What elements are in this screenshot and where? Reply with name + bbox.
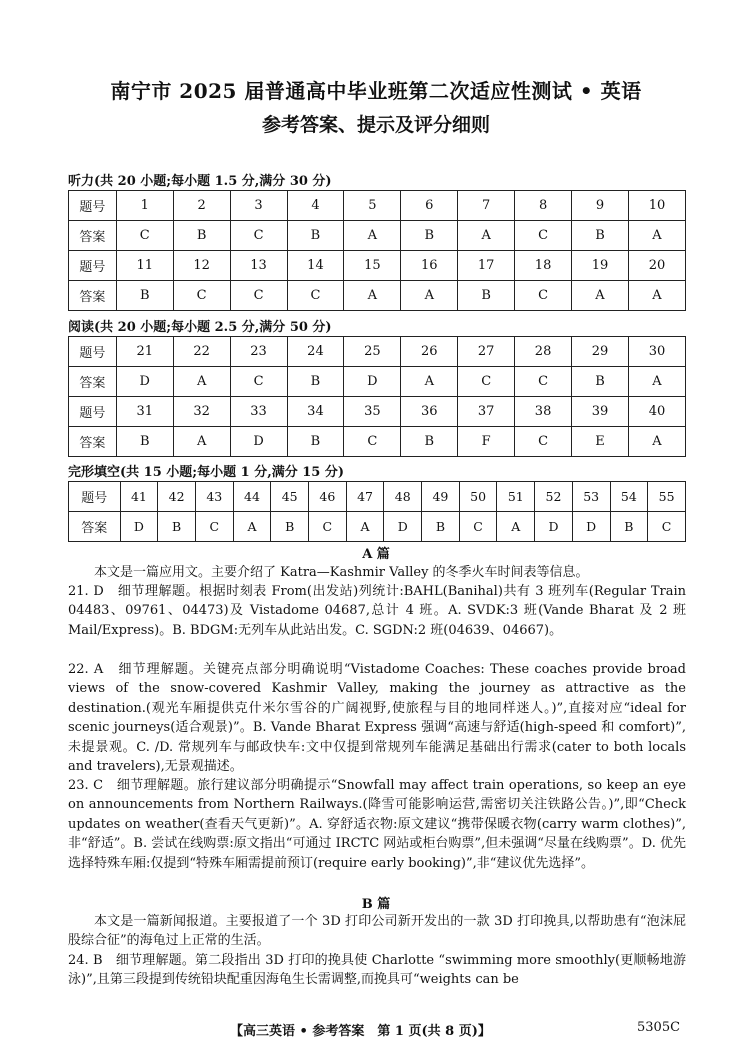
answer-cell: 22 — [173, 337, 230, 367]
answer-cell: A — [458, 221, 515, 251]
listening-row — [69, 191, 686, 221]
answer-cell: B — [287, 367, 344, 397]
answer-cell: D — [116, 367, 173, 397]
answer-cell: 28 — [515, 337, 572, 367]
answer-cell: 41 — [120, 482, 158, 512]
answer-cell: A — [344, 281, 401, 311]
answer-cell: 44 — [233, 482, 271, 512]
answer-cell: 45 — [271, 482, 309, 512]
answer-cell: A — [346, 512, 384, 542]
answer-cell: A — [233, 512, 271, 542]
answer-cell: B — [401, 427, 458, 457]
answer-cell: C — [515, 367, 572, 397]
answer-cell: 15 — [344, 251, 401, 281]
answer-cell: 32 — [173, 397, 230, 427]
answer-cell: C — [195, 512, 233, 542]
answer-cell: 18 — [515, 251, 572, 281]
reading-label: 阅读(共 20 小题;每小题 2.5 分,满分 50 分) — [68, 320, 332, 335]
reading-row — [69, 367, 686, 397]
section-b-title: B 篇 — [361, 897, 391, 912]
row-header-cell: 题号 — [69, 337, 117, 367]
answer-cell: 38 — [515, 397, 572, 427]
reading-row — [69, 397, 686, 427]
page-title: 南宁市 2025 届普通高中毕业班第二次适应性测试 • 英语 — [110, 79, 642, 103]
answer-cell: D — [535, 512, 573, 542]
answer-cell: 40 — [628, 397, 685, 427]
answer-cell: C — [309, 512, 347, 542]
answer-cell: C — [116, 221, 173, 251]
answer-cell: 1 — [116, 191, 173, 221]
row-header-cell: 答案 — [69, 367, 117, 397]
section-b-intro: 本文是一篇新闻报道。主要报道了一个 3D 打印公司新开发出的一款 3D 打印挽具,以帮助患有“泡沫屁股综合征”的海龟过上正常的生活。 — [68, 914, 686, 949]
answer-cell: 17 — [458, 251, 515, 281]
row-header-cell: 题号 — [69, 251, 117, 281]
answer-cell: C — [515, 221, 572, 251]
answer-cell: A — [572, 281, 629, 311]
answer-cell: C — [458, 367, 515, 397]
answer-cell: D — [230, 427, 287, 457]
answer-cell: B — [116, 427, 173, 457]
row-header-cell: 题号 — [69, 397, 117, 427]
answer-23-explanation: 23. C 细节理解题。旅行建议部分明确提示“Snowfall may affect train operations, so keep an eye on announcements from Northern Railways.(降雪可能影响运营,需密切关注铁路公告。)”,即“Check updates on weather(查看天气更新)”。A. 穿舒适衣物:原文建议“携带保暖衣物(carry warm clothes)”,非“舒适”。B. 尝试在线购票:原文指出“可通过 IRCTC 网站或柜台购票”,但未强调“尽量在线购票”。D. 优先选择特殊车厢:仅提到“特殊车厢需提前预订(require early booking)”,非“建议优先选择”。 — [68, 778, 686, 871]
cloze-table — [68, 481, 686, 542]
answer-cell: 25 — [344, 337, 401, 367]
listening-row — [69, 221, 686, 251]
answer-cell: D — [572, 512, 610, 542]
cloze-row — [69, 482, 686, 512]
answer-cell: B — [422, 512, 460, 542]
answer-cell: 7 — [458, 191, 515, 221]
answer-cell: 21 — [116, 337, 173, 367]
footer-code: 5305C — [637, 1020, 681, 1035]
answer-cell: 23 — [230, 337, 287, 367]
answer-cell: A — [401, 281, 458, 311]
answer-cell: 11 — [116, 251, 173, 281]
answer-cell: 3 — [230, 191, 287, 221]
answer-cell: B — [572, 367, 629, 397]
answer-cell: 8 — [515, 191, 572, 221]
answer-cell: C — [230, 281, 287, 311]
reading-table — [68, 336, 686, 457]
answer-cell: B — [401, 221, 458, 251]
answer-cell: 5 — [344, 191, 401, 221]
answer-cell: 19 — [572, 251, 629, 281]
answer-cell: 4 — [287, 191, 344, 221]
row-header-cell: 答案 — [69, 221, 117, 251]
answer-cell: 14 — [287, 251, 344, 281]
listening-row — [69, 251, 686, 281]
answer-cell: 39 — [572, 397, 629, 427]
reading-row — [69, 337, 686, 367]
section-a-title: A 篇 — [362, 547, 390, 562]
listening-table — [68, 190, 686, 311]
row-header-cell: 答案 — [69, 427, 117, 457]
answer-cell: 29 — [572, 337, 629, 367]
answer-cell: E — [572, 427, 629, 457]
answer-cell: 46 — [309, 482, 347, 512]
answer-cell: 50 — [459, 482, 497, 512]
answer-cell: B — [271, 512, 309, 542]
reading-row — [69, 427, 686, 457]
answer-cell: B — [173, 221, 230, 251]
answer-cell: C — [459, 512, 497, 542]
answer-cell: 51 — [497, 482, 535, 512]
answer-cell: 53 — [572, 482, 610, 512]
answer-cell: C — [515, 281, 572, 311]
answer-cell: 13 — [230, 251, 287, 281]
listening-label: 听力(共 20 小题;每小题 1.5 分,满分 30 分) — [68, 174, 332, 189]
answer-cell: 2 — [173, 191, 230, 221]
answer-21-explanation: 21. D 细节理解题。根据时刻表 From(出发站)列统计:BAHL(Banihal)共有 3 班列车(Regular Train 04483、09761、04473)及 Vistadome 04687,总计 4 班。A. SVDK:3 班(Vande Bharat 及 2 班 Mail/Express)。B. BDGM:无列车从此站出发。C. SGDN:2 班(04639、04667)。 — [68, 584, 686, 638]
row-header-cell: 答案 — [69, 281, 117, 311]
answer-cell: 55 — [648, 482, 686, 512]
answer-cell: B — [287, 221, 344, 251]
answer-cell: 42 — [158, 482, 196, 512]
answer-cell: C — [287, 281, 344, 311]
answer-cell: 20 — [628, 251, 685, 281]
answer-cell: C — [515, 427, 572, 457]
page-subtitle: 参考答案、提示及评分细则 — [261, 114, 490, 136]
row-header-cell: 答案 — [69, 512, 121, 542]
answer-cell: 6 — [401, 191, 458, 221]
answer-cell: B — [287, 427, 344, 457]
answer-cell: 35 — [344, 397, 401, 427]
answer-cell: 31 — [116, 397, 173, 427]
answer-cell: C — [230, 221, 287, 251]
cloze-row — [69, 512, 686, 542]
answer-cell: 37 — [458, 397, 515, 427]
answer-cell: 54 — [610, 482, 648, 512]
answer-cell: A — [497, 512, 535, 542]
answer-cell: B — [572, 221, 629, 251]
answer-cell: B — [116, 281, 173, 311]
answer-cell: D — [384, 512, 422, 542]
answer-cell: 48 — [384, 482, 422, 512]
answer-cell: 52 — [535, 482, 573, 512]
answer-cell: 47 — [346, 482, 384, 512]
answer-cell: 27 — [458, 337, 515, 367]
section-a-intro: 本文是一篇应用文。主要介绍了 Katra—Kashmir Valley 的冬季火车时间表等信息。 — [94, 565, 589, 580]
answer-cell: 33 — [230, 397, 287, 427]
answer-cell: A — [628, 281, 685, 311]
listening-row — [69, 281, 686, 311]
answer-cell: C — [230, 367, 287, 397]
answer-cell: A — [628, 221, 685, 251]
row-header-cell: 题号 — [69, 482, 121, 512]
answer-cell: 26 — [401, 337, 458, 367]
answer-cell: 49 — [422, 482, 460, 512]
answer-cell: A — [628, 427, 685, 457]
answer-cell: C — [648, 512, 686, 542]
answer-cell: 12 — [173, 251, 230, 281]
answer-cell: C — [173, 281, 230, 311]
answer-cell: 43 — [195, 482, 233, 512]
answer-cell: A — [628, 367, 685, 397]
answer-cell: A — [173, 427, 230, 457]
answer-cell: D — [120, 512, 158, 542]
cloze-label: 完形填空(共 15 小题;每小题 1 分,满分 15 分) — [68, 465, 345, 480]
answer-cell: A — [401, 367, 458, 397]
answer-24-explanation: 24. B 细节理解题。第二段指出 3D 打印的挽具使 Charlotte “swimming more smoothly(更顺畅地游泳)”,且第三段提到传统铅块配重因海龟生长需调整,而挽具可“weights can be — [68, 953, 686, 988]
answer-cell: A — [344, 221, 401, 251]
answer-cell: D — [344, 367, 401, 397]
answer-cell: 10 — [628, 191, 685, 221]
answer-cell: B — [458, 281, 515, 311]
answer-cell: 16 — [401, 251, 458, 281]
footer-page-info: 【高三英语 • 参考答案 第 1 页(共 8 页)】 — [230, 1024, 491, 1039]
answer-cell: 34 — [287, 397, 344, 427]
answer-cell: 30 — [628, 337, 685, 367]
answer-cell: 9 — [572, 191, 629, 221]
answer-cell: B — [158, 512, 196, 542]
answer-cell: F — [458, 427, 515, 457]
answer-22-explanation: 22. A 细节理解题。关键亮点部分明确说明“Vistadome Coaches: These coaches provide broad views of the snow-covered Kashmir Valley, making the journey as attractive as the destination.(观光车厢提供克什米尔雪谷的广阔视野,使旅程与目的地同样迷人。)”,直接对应“ideal for scenic journeys(适合观景)”。B. Vande Bharat Express 强调“高速与舒适(high-speed 和 comfort)”,未提景观。C. /D. 常规列车与邮政快车:文中仅提到常规列车能满足基础出行需求(cater to both locals and travelers),无景观描述。 — [68, 662, 686, 775]
row-header-cell: 题号 — [69, 191, 117, 221]
answer-cell: 36 — [401, 397, 458, 427]
answer-cell: C — [344, 427, 401, 457]
answer-cell: 24 — [287, 337, 344, 367]
answer-cell: B — [610, 512, 648, 542]
answer-cell: A — [173, 367, 230, 397]
